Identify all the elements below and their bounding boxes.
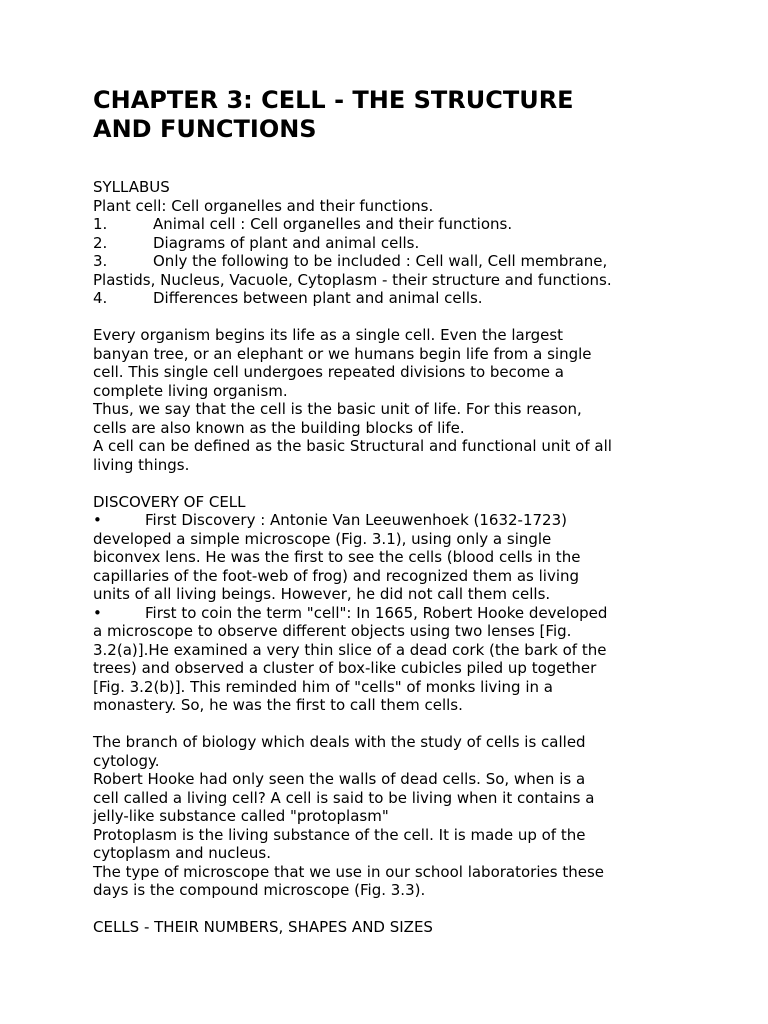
intro-paragraph (93, 326, 683, 474)
text-line: Thus, we say that the cell is the basic unit of life. For this reason, (93, 400, 582, 418)
paragraph-spacer (93, 715, 683, 734)
bullet-icon: • (93, 603, 102, 622)
bullet-text: First Discovery : Antonie Van Leeuwenhoek (1632-1723) (145, 511, 567, 529)
text-line: [Fig. 3.2(b)]. This reminded him of "cells" of monks living in a (93, 677, 553, 696)
discovery-section (93, 493, 683, 715)
section-heading: CELLS - THEIR NUMBERS, SHAPES AND SIZES (93, 918, 433, 936)
paragraph-spacer (93, 900, 683, 919)
text-line: cell called a living cell? A cell is said to be living when it contains a (93, 788, 595, 807)
chapter-title-line: CHAPTER 3: CELL - THE STRUCTURE (93, 86, 574, 114)
syllabus-item-number: 4. (93, 289, 108, 307)
syllabus-item-number: 2. (93, 233, 108, 252)
syllabus-item-number: 1. (93, 215, 108, 233)
syllabus-item-text: Animal cell : Cell organelles and their functions. (153, 215, 513, 233)
text-line: cells are also known as the building blocks of life. (93, 418, 465, 437)
chapter-title (93, 86, 683, 144)
text-line: living things. (93, 455, 190, 474)
syllabus-item-text: Differences between plant and animal cells. (153, 289, 483, 307)
text-line: units of all living beings. However, he did not call them cells. (93, 585, 551, 603)
syllabus-item (93, 252, 683, 271)
text-line: The type of microscope that we use in our school laboratories these (93, 862, 604, 881)
bullet-line (93, 511, 683, 530)
syllabus-item (93, 234, 683, 253)
bullet-icon: • (93, 511, 102, 529)
cytology-paragraph (93, 733, 683, 900)
syllabus-intro: Plant cell: Cell organelles and their functions. (93, 196, 434, 215)
text-line: developed a simple microscope (Fig. 3.1), using only a single (93, 529, 552, 548)
text-line: biconvex lens. He was the first to see the cells (blood cells in the (93, 548, 581, 566)
text-line: cytology. (93, 751, 160, 770)
syllabus-section (93, 178, 683, 308)
bullet-line (93, 604, 683, 623)
text-line: a microscope to observe different objects using two lenses [Fig. (93, 622, 572, 640)
section-heading: DISCOVERY OF CELL (93, 492, 246, 511)
text-line: A cell can be defined as the basic Structural and functional unit of all (93, 437, 612, 455)
text-line: Robert Hooke had only seen the walls of dead cells. So, when is a (93, 770, 586, 788)
document-body (93, 178, 683, 937)
text-line: trees) and observed a cluster of box-like cubicles piled up together (93, 659, 597, 677)
text-line: Protoplasm is the living substance of the cell. It is made up of the (93, 825, 586, 844)
syllabus-item (93, 289, 683, 308)
text-line: The branch of biology which deals with the study of cells is called (93, 733, 586, 751)
bullet-text: First to coin the term "cell": In 1665, Robert Hooke developed (145, 603, 608, 622)
syllabus-item-continuation: Plastids, Nucleus, Vacuole, Cytoplasm - their structure and functions. (93, 270, 612, 289)
syllabus-item-text: Diagrams of plant and animal cells. (153, 233, 420, 252)
text-line: capillaries of the foot-web of frog) and recognized them as living (93, 566, 580, 585)
chapter-title-line: AND FUNCTIONS (93, 115, 317, 143)
text-line: cell. This single cell undergoes repeated divisions to become a (93, 363, 564, 381)
text-line: 3.2(a)].He examined a very thin slice of a dead cork (the bark of the (93, 640, 607, 659)
text-line: monastery. So, he was the first to call them cells. (93, 696, 463, 714)
syllabus-item-text: Only the following to be included : Cell wall, Cell membrane, (153, 252, 608, 270)
text-line: Every organism begins its life as a single cell. Even the largest (93, 326, 564, 344)
text-line: banyan tree, or an elephant or we humans begin life from a single (93, 344, 592, 363)
paragraph-spacer (93, 308, 683, 327)
syllabus-item-number: 3. (93, 252, 108, 270)
syllabus-item (93, 215, 683, 234)
text-line: jelly-like substance called "protoplasm" (93, 807, 389, 825)
text-line: days is the compound microscope (Fig. 3.3). (93, 881, 426, 899)
syllabus-heading: SYLLABUS (93, 178, 170, 196)
text-line: cytoplasm and nucleus. (93, 844, 271, 862)
document-page (93, 86, 683, 937)
paragraph-spacer (93, 474, 683, 493)
text-line: complete living organism. (93, 381, 288, 400)
